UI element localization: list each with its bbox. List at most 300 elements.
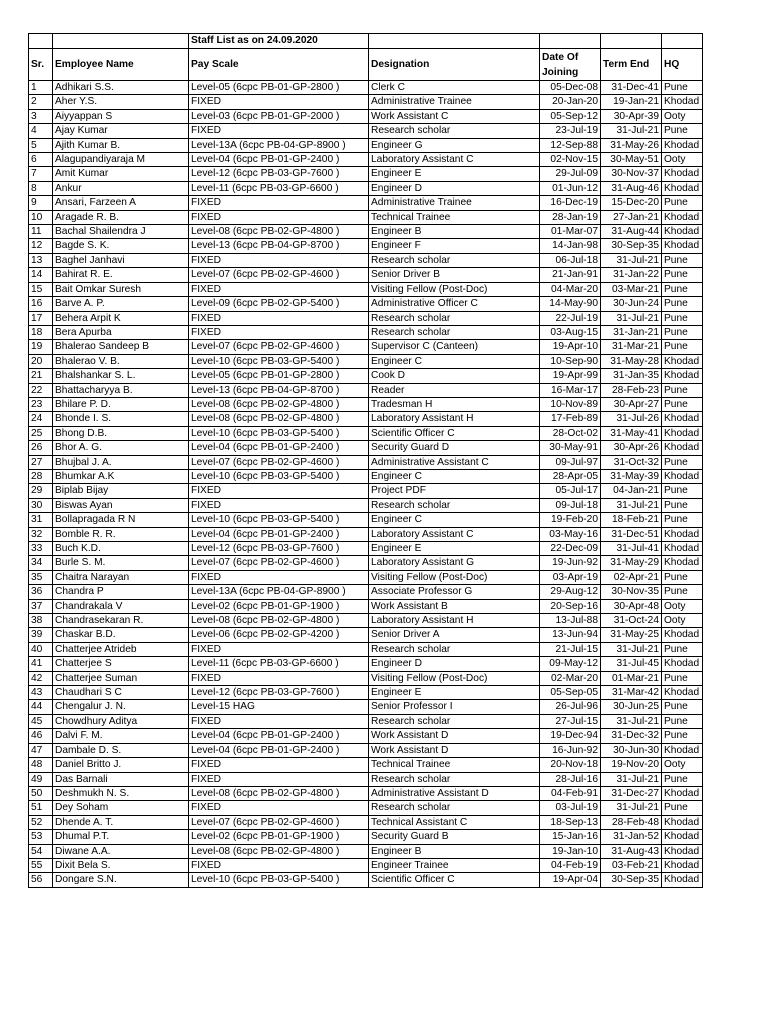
term-end-cell: 31-Jul-21 [601,124,662,138]
sr-cell: 5 [29,138,53,152]
pay-scale-cell: Level-11 (6cpc PB-03-GP-6600 ) [189,657,369,671]
pay-scale-cell: Level-04 (6cpc PB-01-GP-2400 ) [189,729,369,743]
term-end-cell: 30-Nov-37 [601,167,662,181]
employee-name-cell: Bhong D.B. [53,426,189,440]
sr-cell: 41 [29,657,53,671]
table-row [29,311,703,325]
employee-name-cell: Biswas Ayan [53,498,189,512]
hq-cell: Khodad [662,426,703,440]
header-employee-name: Employee Name [53,49,189,81]
hq-cell: Khodad [662,542,703,556]
term-end-cell: 31-Jul-21 [601,642,662,656]
date-of-joining-cell: 05-Dec-08 [540,81,601,95]
employee-name-cell: Bollapragada R N [53,513,189,527]
table-row [29,772,703,786]
date-of-joining-cell: 19-Jun-92 [540,556,601,570]
sr-cell: 39 [29,628,53,642]
sr-cell: 22 [29,383,53,397]
date-of-joining-cell: 19-Dec-94 [540,729,601,743]
table-row [29,570,703,584]
term-end-cell: 31-Jan-35 [601,369,662,383]
employee-name-cell: Bhonde I. S. [53,412,189,426]
designation-cell: Laboratory Assistant G [369,556,540,570]
designation-cell: Technical Assistant C [369,815,540,829]
sr-cell: 26 [29,441,53,455]
pay-scale-cell: Level-12 (6cpc PB-03-GP-7600 ) [189,686,369,700]
hq-cell: Ooty [662,599,703,613]
date-of-joining-cell: 09-Jul-18 [540,498,601,512]
term-end-cell: 31-Aug-43 [601,844,662,858]
sr-cell: 28 [29,469,53,483]
term-end-cell: 31-May-28 [601,354,662,368]
term-end-cell: 19-Jan-21 [601,95,662,109]
hq-cell: Khodad [662,556,703,570]
employee-name-cell: Chatterjee S [53,657,189,671]
designation-cell: Laboratory Assistant C [369,153,540,167]
hq-cell: Pune [662,484,703,498]
hq-cell: Khodad [662,628,703,642]
hq-cell: Pune [662,325,703,339]
date-of-joining-cell: 09-May-12 [540,657,601,671]
employee-name-cell: Chandra P [53,585,189,599]
term-end-cell: 01-Mar-21 [601,671,662,685]
sr-cell: 29 [29,484,53,498]
hq-cell: Pune [662,282,703,296]
date-of-joining-cell: 03-Jul-19 [540,801,601,815]
title-row [29,34,703,49]
sr-cell: 38 [29,614,53,628]
designation-cell: Research scholar [369,642,540,656]
term-end-cell: 31-Jul-21 [601,772,662,786]
employee-name-cell: Bhilare P. D. [53,397,189,411]
table-row [29,801,703,815]
table-row [29,455,703,469]
table-row [29,253,703,267]
employee-name-cell: Dey Soham [53,801,189,815]
term-end-cell: 30-Jun-30 [601,743,662,757]
pay-scale-cell: Level-04 (6cpc PB-01-GP-2400 ) [189,743,369,757]
date-of-joining-cell: 29-Aug-12 [540,585,601,599]
sr-cell: 36 [29,585,53,599]
employee-name-cell: Diwane A.A. [53,844,189,858]
pay-scale-cell: Level-02 (6cpc PB-01-GP-1900 ) [189,599,369,613]
date-of-joining-cell: 28-Apr-05 [540,469,601,483]
table-row [29,109,703,123]
empty-cell [369,34,540,49]
table-row [29,282,703,296]
table-row [29,383,703,397]
date-of-joining-cell: 18-Sep-13 [540,815,601,829]
hq-cell: Pune [662,772,703,786]
pay-scale-cell: Level-10 (6cpc PB-03-GP-5400 ) [189,873,369,887]
pay-scale-cell: Level-10 (6cpc PB-03-GP-5400 ) [189,426,369,440]
hq-cell: Ooty [662,109,703,123]
sr-cell: 55 [29,858,53,872]
designation-cell: Engineer B [369,844,540,858]
hq-cell: Khodad [662,527,703,541]
hq-cell: Pune [662,729,703,743]
term-end-cell: 31-May-29 [601,556,662,570]
designation-cell: Clerk C [369,81,540,95]
designation-cell: Work Assistant D [369,729,540,743]
employee-name-cell: Bagde S. K. [53,239,189,253]
hq-cell: Pune [662,455,703,469]
hq-cell: Khodad [662,441,703,455]
designation-cell: Engineer F [369,239,540,253]
hq-cell: Khodad [662,354,703,368]
date-of-joining-cell: 04-Feb-91 [540,786,601,800]
employee-name-cell: Aragade R. B. [53,210,189,224]
employee-name-cell: Aiyyappan S [53,109,189,123]
pay-scale-cell: FIXED [189,311,369,325]
pay-scale-cell: Level-07 (6cpc PB-02-GP-4600 ) [189,340,369,354]
designation-cell: Engineer D [369,657,540,671]
table-row [29,81,703,95]
designation-cell: Tradesman H [369,397,540,411]
sr-cell: 42 [29,671,53,685]
sr-cell: 51 [29,801,53,815]
sr-cell: 25 [29,426,53,440]
term-end-cell: 28-Feb-23 [601,383,662,397]
pay-scale-cell: Level-07 (6cpc PB-02-GP-4600 ) [189,815,369,829]
designation-cell: Administrative Trainee [369,196,540,210]
employee-name-cell: Biplab Bijay [53,484,189,498]
designation-cell: Research scholar [369,498,540,512]
sr-cell: 16 [29,297,53,311]
sr-cell: 35 [29,570,53,584]
term-end-cell: 31-Dec-51 [601,527,662,541]
pay-scale-cell: FIXED [189,858,369,872]
hq-cell: Pune [662,297,703,311]
hq-cell: Khodad [662,225,703,239]
date-of-joining-cell: 16-Mar-17 [540,383,601,397]
pay-scale-cell: Level-07 (6cpc PB-02-GP-4600 ) [189,556,369,570]
date-of-joining-cell: 27-Jul-15 [540,714,601,728]
date-of-joining-cell: 20-Sep-16 [540,599,601,613]
employee-name-cell: Dalvi F. M. [53,729,189,743]
date-of-joining-cell: 13-Jul-88 [540,614,601,628]
table-row [29,153,703,167]
hq-cell: Pune [662,671,703,685]
table-row [29,815,703,829]
pay-scale-cell: FIXED [189,95,369,109]
table-body [29,34,703,888]
employee-name-cell: Bhor A. G. [53,441,189,455]
term-end-cell: 31-Jan-21 [601,325,662,339]
hq-cell: Pune [662,513,703,527]
designation-cell: Visiting Fellow (Post-Doc) [369,282,540,296]
hq-cell: Khodad [662,858,703,872]
term-end-cell: 31-Aug-46 [601,181,662,195]
table-row [29,657,703,671]
hq-cell: Ooty [662,614,703,628]
staff-list-table [28,33,703,888]
employee-name-cell: Bhujbal J. A. [53,455,189,469]
hq-cell: Khodad [662,138,703,152]
designation-cell: Reader [369,383,540,397]
term-end-cell: 31-Jul-41 [601,542,662,556]
pay-scale-cell: Level-03 (6cpc PB-01-GP-2000 ) [189,109,369,123]
table-row [29,642,703,656]
term-end-cell: 31-Oct-24 [601,614,662,628]
pay-scale-cell: Level-13 (6cpc PB-04-GP-8700 ) [189,239,369,253]
sr-cell: 49 [29,772,53,786]
pay-scale-cell: Level-04 (6cpc PB-01-GP-2400 ) [189,153,369,167]
sr-cell: 50 [29,786,53,800]
sr-cell: 21 [29,369,53,383]
designation-cell: Laboratory Assistant C [369,527,540,541]
employee-name-cell: Daniel Britto J. [53,758,189,772]
date-of-joining-cell: 01-Jun-12 [540,181,601,195]
employee-name-cell: Dambale D. S. [53,743,189,757]
hq-cell: Khodad [662,815,703,829]
header-designation: Designation [369,49,540,81]
hq-cell: Pune [662,700,703,714]
employee-name-cell: Baghel Janhavi [53,253,189,267]
sr-cell: 48 [29,758,53,772]
empty-cell [662,34,703,49]
employee-name-cell: Das Barnali [53,772,189,786]
term-end-cell: 31-Dec-32 [601,729,662,743]
date-of-joining-cell: 19-Apr-04 [540,873,601,887]
term-end-cell: 31-Jul-21 [601,253,662,267]
term-end-cell: 04-Jan-21 [601,484,662,498]
designation-cell: Research scholar [369,311,540,325]
header-row [29,49,703,81]
sr-cell: 12 [29,239,53,253]
term-end-cell: 30-Nov-35 [601,585,662,599]
hq-cell: Khodad [662,95,703,109]
pay-scale-cell: FIXED [189,714,369,728]
term-end-cell: 31-Oct-32 [601,455,662,469]
term-end-cell: 31-May-39 [601,469,662,483]
hq-cell: Pune [662,340,703,354]
sr-cell: 45 [29,714,53,728]
date-of-joining-cell: 21-Jan-91 [540,268,601,282]
sr-cell: 23 [29,397,53,411]
table-row [29,858,703,872]
employee-name-cell: Chaitra Narayan [53,570,189,584]
sr-cell: 24 [29,412,53,426]
date-of-joining-cell: 28-Jan-19 [540,210,601,224]
designation-cell: Scientific Officer C [369,426,540,440]
sr-cell: 14 [29,268,53,282]
date-of-joining-cell: 03-Apr-19 [540,570,601,584]
date-of-joining-cell: 01-Mar-07 [540,225,601,239]
table-row [29,369,703,383]
table-row [29,844,703,858]
pay-scale-cell: FIXED [189,671,369,685]
term-end-cell: 31-May-41 [601,426,662,440]
pay-scale-cell: FIXED [189,570,369,584]
designation-cell: Laboratory Assistant H [369,412,540,426]
pay-scale-cell: Level-08 (6cpc PB-02-GP-4800 ) [189,412,369,426]
sr-cell: 19 [29,340,53,354]
table-row [29,714,703,728]
hq-cell: Pune [662,801,703,815]
hq-cell: Pune [662,383,703,397]
designation-cell: Technical Trainee [369,758,540,772]
pay-scale-cell: Level-05 (6cpc PB-01-GP-2800 ) [189,81,369,95]
employee-name-cell: Dixit Bela S. [53,858,189,872]
table-row [29,498,703,512]
sr-cell: 3 [29,109,53,123]
term-end-cell: 31-Jul-45 [601,657,662,671]
term-end-cell: 31-Mar-21 [601,340,662,354]
date-of-joining-cell: 23-Jul-19 [540,124,601,138]
term-end-cell: 31-Dec-41 [601,81,662,95]
designation-cell: Work Assistant B [369,599,540,613]
table-row [29,686,703,700]
table-row [29,585,703,599]
designation-cell: Cook D [369,369,540,383]
date-of-joining-cell: 10-Nov-89 [540,397,601,411]
header-sr: Sr. [29,49,53,81]
term-end-cell: 19-Nov-20 [601,758,662,772]
term-end-cell: 31-Jul-21 [601,714,662,728]
date-of-joining-cell: 04-Mar-20 [540,282,601,296]
pay-scale-cell: Level-10 (6cpc PB-03-GP-5400 ) [189,354,369,368]
employee-name-cell: Ajith Kumar B. [53,138,189,152]
hq-cell: Khodad [662,210,703,224]
date-of-joining-cell: 02-Nov-15 [540,153,601,167]
sr-cell: 46 [29,729,53,743]
employee-name-cell: Bait Omkar Suresh [53,282,189,296]
table-row [29,297,703,311]
date-of-joining-cell: 19-Jan-10 [540,844,601,858]
pay-scale-cell: FIXED [189,642,369,656]
employee-name-cell: Dhende A. T. [53,815,189,829]
employee-name-cell: Burle S. M. [53,556,189,570]
designation-cell: Visiting Fellow (Post-Doc) [369,570,540,584]
empty-cell [29,34,53,49]
sr-cell: 15 [29,282,53,296]
hq-cell: Pune [662,642,703,656]
date-of-joining-cell: 20-Nov-18 [540,758,601,772]
date-of-joining-cell: 19-Apr-10 [540,340,601,354]
employee-name-cell: Bachal Shailendra J [53,225,189,239]
pay-scale-cell: Level-07 (6cpc PB-02-GP-4600 ) [189,455,369,469]
designation-cell: Engineer E [369,542,540,556]
term-end-cell: 30-Apr-39 [601,109,662,123]
pay-scale-cell: Level-13A (6cpc PB-04-GP-8900 ) [189,585,369,599]
empty-cell [53,34,189,49]
hq-cell: Khodad [662,239,703,253]
designation-cell: Supervisor C (Canteen) [369,340,540,354]
designation-cell: Project PDF [369,484,540,498]
hq-cell: Ooty [662,153,703,167]
date-of-joining-cell: 16-Dec-19 [540,196,601,210]
table-row [29,469,703,483]
table-row [29,484,703,498]
employee-name-cell: Dhumal P.T. [53,830,189,844]
designation-cell: Senior Driver B [369,268,540,282]
sr-cell: 52 [29,815,53,829]
table-row [29,124,703,138]
date-of-joining-cell: 05-Sep-05 [540,686,601,700]
employee-name-cell: Bhattacharyya B. [53,383,189,397]
term-end-cell: 27-Jan-21 [601,210,662,224]
table-row [29,527,703,541]
table-row [29,95,703,109]
term-end-cell: 18-Feb-21 [601,513,662,527]
date-of-joining-cell: 14-May-90 [540,297,601,311]
pay-scale-cell: FIXED [189,484,369,498]
table-row [29,786,703,800]
employee-name-cell: Bera Apurba [53,325,189,339]
sr-cell: 11 [29,225,53,239]
date-of-joining-cell: 17-Feb-89 [540,412,601,426]
pay-scale-cell: FIXED [189,758,369,772]
date-of-joining-cell: 20-Jan-20 [540,95,601,109]
pay-scale-cell: Level-08 (6cpc PB-02-GP-4800 ) [189,397,369,411]
empty-cell [601,34,662,49]
term-end-cell: 30-Jun-24 [601,297,662,311]
employee-name-cell: Alagupandiyaraja M [53,153,189,167]
table-row [29,729,703,743]
pay-scale-cell: Level-08 (6cpc PB-02-GP-4800 ) [189,844,369,858]
sheet-title: Staff List as on 24.09.2020 [189,34,369,49]
date-of-joining-cell: 03-Aug-15 [540,325,601,339]
hq-cell: Pune [662,498,703,512]
designation-cell: Research scholar [369,714,540,728]
header-term-end: Term End [601,49,662,81]
table-row [29,397,703,411]
date-of-joining-cell: 15-Jan-16 [540,830,601,844]
employee-name-cell: Chengalur J. N. [53,700,189,714]
sr-cell: 1 [29,81,53,95]
hq-cell: Pune [662,196,703,210]
term-end-cell: 02-Apr-21 [601,570,662,584]
date-of-joining-cell: 30-May-91 [540,441,601,455]
term-end-cell: 31-Jul-26 [601,412,662,426]
designation-cell: Technical Trainee [369,210,540,224]
hq-cell: Pune [662,253,703,267]
term-end-cell: 31-Jul-21 [601,311,662,325]
designation-cell: Research scholar [369,772,540,786]
designation-cell: Research scholar [369,253,540,267]
table-row [29,614,703,628]
term-end-cell: 30-Apr-48 [601,599,662,613]
pay-scale-cell: Level-11 (6cpc PB-03-GP-6600 ) [189,181,369,195]
hq-cell: Pune [662,311,703,325]
designation-cell: Research scholar [369,124,540,138]
designation-cell: Engineer D [369,181,540,195]
employee-name-cell: Bhalerao Sandeep B [53,340,189,354]
date-of-joining-cell: 21-Jul-15 [540,642,601,656]
designation-cell: Scientific Officer C [369,873,540,887]
employee-name-cell: Ankur [53,181,189,195]
table-row [29,325,703,339]
term-end-cell: 30-Sep-35 [601,873,662,887]
sr-cell: 43 [29,686,53,700]
sr-cell: 40 [29,642,53,656]
table-row [29,426,703,440]
table-row [29,181,703,195]
sr-cell: 54 [29,844,53,858]
designation-cell: Administrative Assistant D [369,786,540,800]
employee-name-cell: Dongare S.N. [53,873,189,887]
employee-name-cell: Amit Kumar [53,167,189,181]
pay-scale-cell: Level-04 (6cpc PB-01-GP-2400 ) [189,441,369,455]
designation-cell: Work Assistant C [369,109,540,123]
sr-cell: 13 [29,253,53,267]
employee-name-cell: Chatterjee Atrideb [53,642,189,656]
date-of-joining-cell: 03-May-16 [540,527,601,541]
designation-cell: Engineer G [369,138,540,152]
header-date-of-joining: Date Of Joining [540,49,601,81]
table-row [29,167,703,181]
